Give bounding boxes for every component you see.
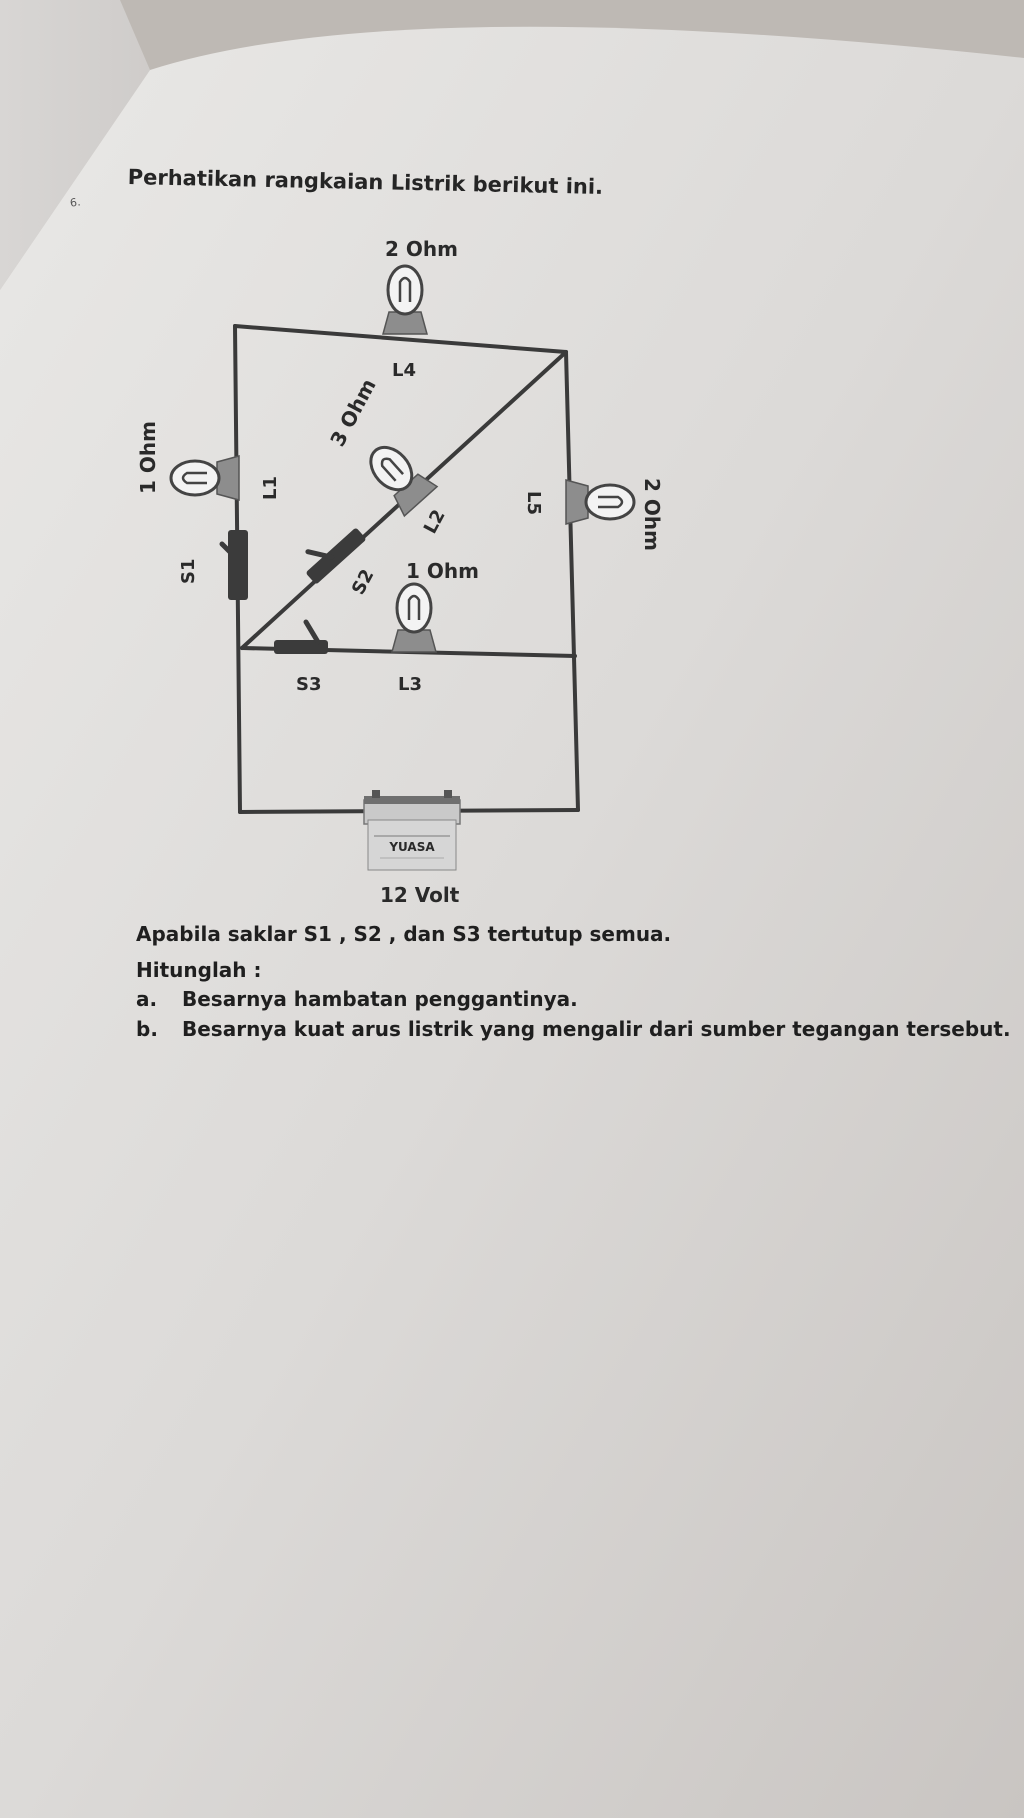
label-l5-resistance: 2 Ohm: [640, 478, 664, 551]
item-b-marker: b.: [136, 1017, 158, 1041]
label-l3-name: L3: [398, 674, 422, 695]
lamp-l5-icon: [566, 480, 634, 524]
item-a-marker: a.: [136, 987, 158, 1011]
label-s3: S3: [296, 674, 322, 695]
question-number: 6.: [69, 195, 82, 210]
item-b-text: Besarnya kuat arus listrik yang mengalir dari sumber tegangan tersebut.: [182, 1017, 1011, 1041]
label-l2-name: L2: [419, 506, 450, 538]
label-l4-name: L4: [392, 360, 416, 381]
switch-s1-icon: [222, 530, 248, 600]
label-l4-resistance: 2 Ohm: [385, 237, 458, 261]
label-l1-resistance: 1 Ohm: [136, 421, 160, 494]
label-s2: S2: [347, 565, 379, 599]
label-l5-name: L5: [523, 491, 544, 515]
lamp-l3-icon: [392, 584, 436, 652]
battery-voltage: 12 Volt: [380, 883, 460, 907]
battery-brand: YUASA: [389, 840, 435, 854]
question-condition: Apabila saklar S1 , S2 , dan S3 tertutup semua.: [136, 922, 672, 946]
question-instruction: Hitunglah :: [136, 958, 262, 982]
wire-right: [566, 352, 578, 810]
switch-s3-icon: [274, 622, 328, 654]
label-l1-name: L1: [260, 476, 281, 500]
lamp-l2-icon: [359, 436, 437, 516]
battery-icon: [364, 790, 460, 870]
lamp-l1-icon: [171, 456, 239, 500]
item-a-text: Besarnya hambatan penggantinya.: [182, 987, 578, 1011]
lamp-l4-icon: [383, 266, 427, 334]
label-l3-resistance: 1 Ohm: [406, 559, 479, 583]
label-s1: S1: [178, 558, 199, 584]
label-l2-resistance: 3 Ohm: [325, 374, 381, 451]
question-title: Perhatikan rangkaian Listrik berikut ini.: [127, 165, 604, 199]
